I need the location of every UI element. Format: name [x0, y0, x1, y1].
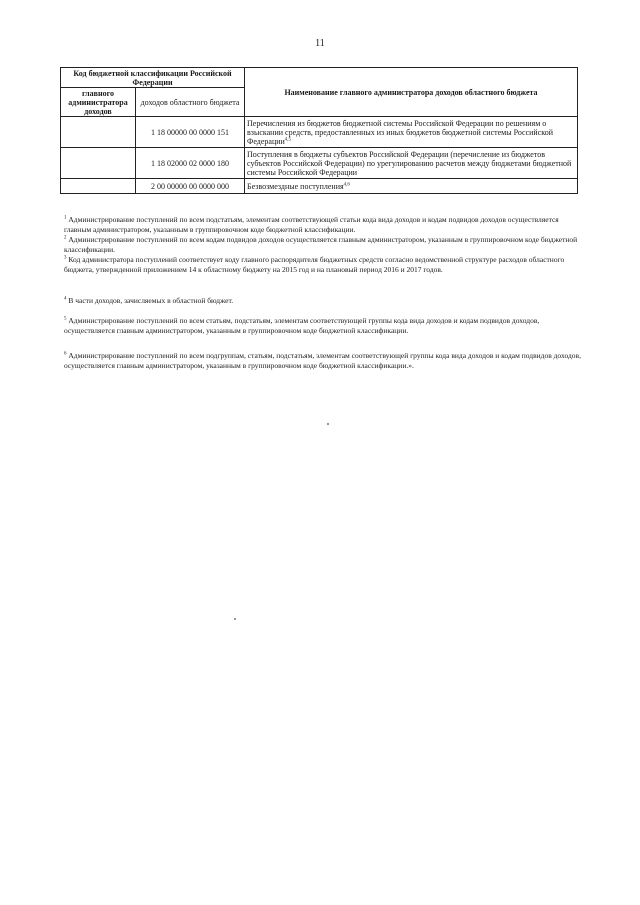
header-main-administrator: главного администратора доходов [61, 88, 136, 117]
footnote-block-6 [64, 351, 584, 371]
footnote-mark: 6 [64, 351, 67, 357]
cell-name-text: Поступления в бюджеты субъектов Российской Федерации (перечисление из бюджетов субъектов Российской Федерации) по урегулированию расчетов между бюджетами бюджетной системы Российской Федерации [247, 149, 572, 177]
footnote-ref: 4,6 [343, 181, 350, 187]
table-row [61, 179, 578, 194]
budget-classification-table [60, 67, 578, 194]
footnote-4 [64, 296, 584, 306]
table-row [61, 117, 578, 148]
cell-income-code: 2 00 00000 00 0000 000 [136, 179, 245, 194]
cell-income-code: 1 18 02000 02 0000 180 [136, 148, 245, 179]
cell-admin [61, 148, 136, 179]
footnote-mark: 5 [64, 316, 67, 322]
cell-name-text: Безвозмездные поступления [247, 181, 344, 191]
footnote-mark: 4 [64, 296, 67, 302]
footnote-block-1 [64, 215, 584, 275]
cell-income-code: 1 18 00000 00 0000 151 [136, 117, 245, 148]
header-budget-code-group: Код бюджетной классификации Российской Федерации [61, 68, 245, 88]
footnote-5 [64, 316, 584, 336]
footnote-text: Администрирование поступлений по всем подстатьям, элементам соответствующей статьи кода вида доходов и кодам подвидов доходов осуществляется главным администратором, указанным в группировочном коде бюджетной классификации. [64, 215, 559, 234]
footnote-3 [64, 255, 584, 275]
footnote-mark: 3 [64, 255, 67, 261]
cell-admin [61, 179, 136, 194]
cell-admin [61, 117, 136, 148]
footnote-mark: 1 [64, 215, 67, 221]
scan-speck [234, 618, 236, 620]
header-regional-income: доходов областного бюджета [136, 88, 245, 117]
table-row [61, 148, 578, 179]
scan-speck [327, 423, 329, 425]
page-number: 11 [315, 38, 325, 49]
footnote-block-5 [64, 316, 584, 336]
footnote-text: Код администратора поступлений соответствует коду главного распорядителя бюджетных средств согласно ведомственной структуре расходов областного бюджета, утвержденной приложением 14 к областному бюджету на 2015 год и на плановый период 2016 и 2017 годов. [64, 255, 565, 274]
footnote-ref: 4,5 [284, 136, 292, 142]
footnote-2 [64, 235, 584, 255]
cell-name [245, 117, 578, 148]
footnote-text: Администрирование поступлений по всем кодам подвидов доходов осуществляется главным администратором, указанным в группировочном коде бюджетной классификации. [64, 235, 578, 254]
footnote-text: Администрирование поступлений по всем статьям, подстатьям, элементам соответствующей группы кода вида доходов и кодам подвидов доходов, осуществляется главным администратором, указанным в группировочном коде бюджетной классификации. [64, 316, 540, 335]
footnote-mark: 2 [64, 235, 67, 241]
footnote-block-4 [64, 296, 584, 306]
footnote-text: В части доходов, зачисляемых в областной бюджет. [68, 296, 234, 305]
header-administrator-name: Наименование главного администратора доходов областного бюджета [245, 68, 578, 117]
table-header-row [61, 68, 578, 88]
cell-name [245, 179, 578, 194]
cell-name-text: Перечисления из бюджетов бюджетной системы Российской Федерации по решениям о взыскании средств, предоставленных из иных бюджетов бюджетной системы Российской Федерации [247, 118, 554, 146]
footnote-text: Администрирование поступлений по всем подгруппам, статьям, подстатьям, элементам соответствующей группы кода вида доходов и кодам подвидов доходов, осуществляется главным администратором, указанным в группировочном коде бюджетной классификации.». [64, 351, 581, 370]
footnote-1 [64, 215, 584, 235]
cell-name [245, 148, 578, 179]
footnote-6 [64, 351, 584, 371]
